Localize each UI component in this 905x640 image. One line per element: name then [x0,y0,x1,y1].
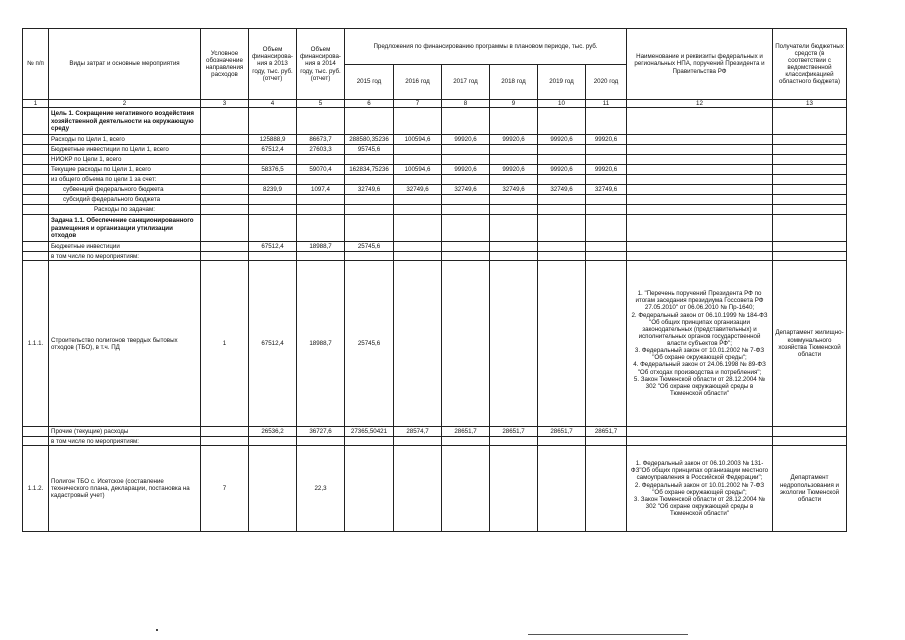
col-number: 12 [627,100,773,108]
goal-row [23,108,847,135]
row-label: Расходы по задачам: [49,205,201,215]
table-row [23,165,847,175]
col-types-header: Виды затрат и основные мероприятия [49,29,201,100]
table-row [23,175,847,185]
row-label: в том числе по мероприятиям: [49,437,201,446]
row-label: из общего объема по цели 1 за счет: [49,175,201,185]
cell-value: 25745,6 [345,261,394,427]
year-header: 2020 год [586,65,627,100]
cell-value: 32749,6 [586,185,627,195]
cell-value: 27603,3 [297,145,345,155]
col-number: 8 [442,100,490,108]
goal-text: Цель 1. Сокращение негативного воздействия хозяйственной деятельности на окружающую среду [49,108,201,135]
col-acts-header: Наименование и реквизиты федеральных и региональных НПА, поручений Президента и Правительства РФ [627,29,773,100]
year-header: 2019 год [538,65,586,100]
table-row [23,135,847,145]
cell-value: 32749,6 [442,185,490,195]
col-conv-header: Условное обозначение направления расходов [201,29,249,100]
cell-value: 99920,6 [442,165,490,175]
row-label: Текущие расходы по Цели 1, всего [49,165,201,175]
cell-value: 67512,4 [249,242,297,252]
legal-act: 2. Федеральный закон от 10.01.2002 № 7-ФЗ "Об охране окружающей среды"; [634,481,765,496]
legal-act: 1. Федеральный закон от 06.10.2003 № 131-ФЗ"Об общих принципах организации местного самоуправления в Российской Федерации"; [630,460,769,482]
col-number: 7 [394,100,442,108]
table-row [23,427,847,437]
cell-value: 18988,7 [297,242,345,252]
table-row [23,205,847,215]
col-number: 9 [490,100,538,108]
budget-table [22,28,847,532]
cell-value: 32749,6 [345,185,394,195]
col-2014-header: Объем финансирова-ния в 2014 году, тыс. руб. (отчет) [297,29,345,100]
header-row [23,29,847,65]
cell-value: 32749,6 [394,185,442,195]
col-number: 2 [49,100,201,108]
cell-value: 99920,6 [586,165,627,175]
cell-value: 86673,7 [297,135,345,145]
cell-value: 18988,7 [297,261,345,427]
table-row [23,261,847,427]
col-2013-header: Объем финансирова-ния в 2013 году, тыс. руб. (отчет) [249,29,297,100]
cell-value: 36727,6 [297,427,345,437]
scan-speck [156,629,158,631]
row-label: Строительство полигонов твердых бытовых отходов (ТБО), в т.ч. ПД [49,261,201,427]
cell-value: 95745,6 [345,145,394,155]
year-header: 2016 год [394,65,442,100]
cell-value: 28651,7 [442,427,490,437]
row-label: субсидий федерального бюджета [49,195,201,205]
cell-value: 99920,6 [538,165,586,175]
cell-value: 1 [201,261,249,427]
cell-value: 99920,6 [490,135,538,145]
legal-act: 2. Федеральный закон от 06.10.1999 № 184-ФЗ "Об общих принципах организации законодательных (представительных) и исполнительных органов государственной власти субъектов РФ"; [631,311,768,348]
cell-value: 288580,35236 [345,135,394,145]
col-proposals-header: Предложения по финансированию программы в плановом периоде, тыс. руб. [345,29,627,65]
table-row [23,185,847,195]
cell-value: 67512,4 [249,261,297,427]
cell-value: 28574,7 [394,427,442,437]
recipient: Департамент недропользования и экологии Тюменской области [773,446,847,532]
cell-value: 27365,50421 [345,427,394,437]
row-label: Полигон ТБО с. Исетское (составление технического плана, декларации, постановка на кадастровый учет) [49,446,201,532]
year-header: 2017 год [442,65,490,100]
item-number: 1.1.1. [23,261,49,427]
cell-value: 32749,6 [490,185,538,195]
task-row [23,215,847,242]
col-recipients-header: Получатели бюджетных средств (в соответствии с ведомственной классификацией областного бюджета) [773,29,847,100]
cell-value: 22,3 [297,446,345,532]
cell-value: 162834,75236 [345,165,394,175]
cell-value: 59070,4 [297,165,345,175]
legal-acts-cell [627,446,773,532]
legal-act: 3. Закон Тюменской области от 28.12.2004 № 302 "Об охране окружающей среды в Тюменской области" [633,495,766,517]
col-number: 4 [249,100,297,108]
col-number: 1 [23,100,49,108]
budget-table-sheet [22,28,847,532]
task-text: Задача 1.1. Обеспечение санкционированного размещения и организации утилизации отходов [49,215,201,242]
cell-value: 125888,9 [249,135,297,145]
legal-act: 3. Федеральный закон от 10.01.2002 № 7-ФЗ "Об охране окружающей среды"; [634,347,765,362]
scan-line [528,634,688,636]
cell-value: 26536,2 [249,427,297,437]
table-row [23,252,847,261]
legal-act: 5. Закон Тюменской области от 28.12.2004 № 302 "Об охране окружающей среды в Тюменской области" [633,375,766,397]
cell-value: 25745,6 [345,242,394,252]
cell-value: 99920,6 [586,135,627,145]
col-number: 10 [538,100,586,108]
cell-value: 8239,9 [249,185,297,195]
col-number: 6 [345,100,394,108]
cell-value: 1097,4 [297,185,345,195]
cell-value: 100594,6 [394,165,442,175]
table-row [23,242,847,252]
row-label: субвенций федерального бюджета [49,185,201,195]
col-number: 13 [773,100,847,108]
column-numbers-row [23,100,847,108]
cell-value: 28651,7 [490,427,538,437]
row-label: Бюджетные инвестиции [49,242,201,252]
row-label: в том числе по мероприятиям: [49,252,201,261]
cell-value: 99920,6 [490,165,538,175]
cell-value: 100594,6 [394,135,442,145]
row-label: НИОКР по Цели 1, всего [49,155,201,165]
col-num-header: № п/п [23,29,49,100]
table-row [23,446,847,532]
cell-value: 58376,5 [249,165,297,175]
cell-value: 99920,6 [538,135,586,145]
col-number: 5 [297,100,345,108]
table-row [23,145,847,155]
recipient: Департамент жилищно-коммунального хозяйства Тюменской области [773,261,847,427]
table-row [23,195,847,205]
item-number: 1.1.2. [23,446,49,532]
col-number: 3 [201,100,249,108]
cell-value: 7 [201,446,249,532]
year-header: 2018 год [490,65,538,100]
row-label: Прочие (текущие) расходы [49,427,201,437]
cell-value: 28651,7 [586,427,627,437]
cell-value: 28651,7 [538,427,586,437]
cell-value: 32749,6 [538,185,586,195]
cell-value: 99920,6 [442,135,490,145]
row-label: Бюджетные инвестиции по Цели 1, всего [49,145,201,155]
table-row [23,155,847,165]
legal-acts-cell [627,261,773,427]
row-label: Расходы по Цели 1, всего [49,135,201,145]
legal-act: 4. Федеральный закон от 24.06.1998 № 89-ФЗ "Об отходах производства и потребления"; [633,361,766,376]
legal-act: 1. "Перечень поручений Президента РФ по итогам заседания президиума Госсовета РФ 27.05.2010" от 06.06.2010 № Пр-1640; [635,290,764,312]
cell-value: 67512,4 [249,145,297,155]
col-number: 11 [586,100,627,108]
table-row [23,437,847,446]
year-header: 2015 год [345,65,394,100]
